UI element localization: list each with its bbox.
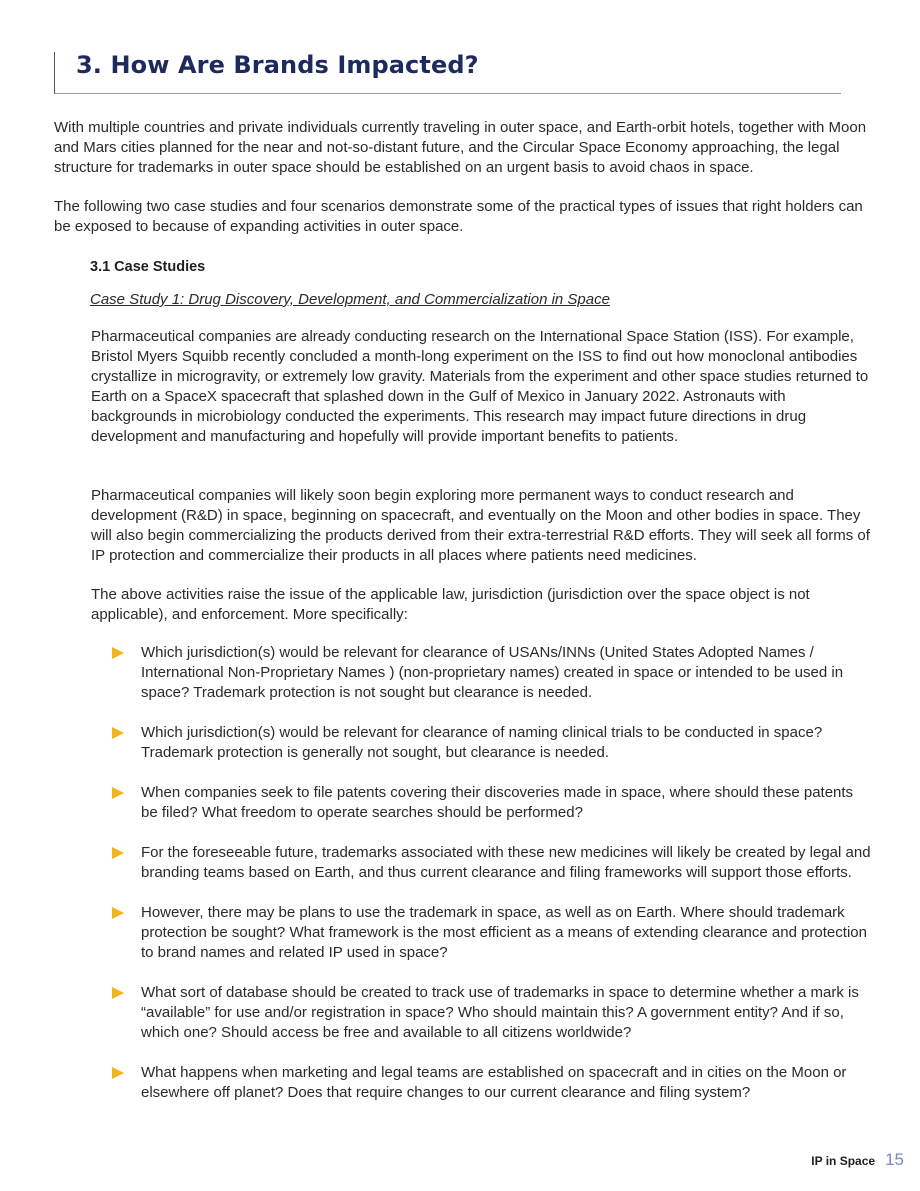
list-item-text: However, there may be plans to use the trademark in space, as well as on Earth. Where should trademark protection be sought? What framework is the most efficient as a means of extending clearance and protection to brand names and related IP used in space? [141,904,867,961]
body-paragraph-3: The above activities raise the issue of the applicable law, jurisdiction (jurisdiction over the space object is not applicable), and enforcement. More specifically: [91,586,810,623]
intro-paragraph-2: The following two case studies and four scenarios demonstrate some of the practical types of issues that right holders can be exposed to because of expanding activities in outer space. [54,198,863,235]
list-item-text: What happens when marketing and legal teams are established on spacecraft and in cities on the Moon or elsewhere off planet? Does that require changes to our current clearance and filing system? [141,1064,847,1101]
footer-label: IP in Space [811,1154,876,1168]
arrow-bullet-icon [112,987,124,999]
list-item [112,1063,872,1103]
arrow-bullet-icon [112,647,124,659]
page-number: 15 [885,1150,904,1169]
arrow-bullet-icon [112,907,124,919]
list-item [112,723,872,763]
arrow-bullet-icon [112,727,124,739]
arrow-bullet-icon [112,847,124,859]
page-footer [811,1150,904,1170]
body-paragraph-2: Pharmaceutical companies will likely soon begin exploring more permanent ways to conduct research and development (R&D) in space, beginning on spacecraft, and eventually on the Moon and other bodies in space. They will also begin commercializing the products derived from their extra-terrestrial R&D efforts. They will seek all forms of IP protection and commercialize their products in all places where patients need medicines. [91,487,870,564]
page-title: 3. How Are Brands Impacted? [76,51,479,79]
arrow-bullet-icon [112,1067,124,1079]
body-paragraph-1: Pharmaceutical companies are already conducting research on the International Space Station (ISS). For example, Bristol Myers Squibb recently concluded a month-long experiment on the ISS to find out how monoclonal antibodies crystallize in microgravity, or extremely low gravity. Materials from the experiment and other space studies returned to Earth on a SpaceX spacecraft that splashed down in the Gulf of Mexico in January 2022. Astronauts with backgrounds in microbiology conducted the experiments. This research may impact future directions in drug development and manufacturing and hopefully will provide important benefits to patients. [91,328,869,445]
list-item-text: Which jurisdiction(s) would be relevant for clearance of naming clinical trials to be conducted in space? Trademark protection is generally not sought, but clearance is needed. [141,724,823,761]
list-item [112,783,872,823]
list-item-text: For the foreseeable future, trademarks associated with these new medicines will likely be created by legal and branding teams based on Earth, and thus current clearance and filing frameworks will support those efforts. [141,844,871,881]
list-item [112,843,872,883]
section-heading-block [54,52,841,94]
list-item [112,643,872,703]
list-item [112,983,872,1043]
list-item-text: When companies seek to file patents covering their discoveries made in space, where should these patents be filed? What freedom to operate searches should be performed? [141,784,854,821]
list-item [112,903,872,963]
list-item-text: Which jurisdiction(s) would be relevant for clearance of USANs/INNs (United States Adopted Names / International Non-Proprietary Names ) (non-proprietary names) created in space or intended to be used in space? Trademark protection is not sought but clearance is needed. [141,644,844,701]
arrow-bullet-icon [112,787,124,799]
list-item-text: What sort of database should be created to track use of trademarks in space to determine whether a mark is “available” for use and/or registration in space? Who should maintain this? A government entity? And if so, which one? Should access be free and available to all citizens worldwide? [141,984,859,1041]
case-study-title: Case Study 1: Drug Discovery, Development, and Commercialization in Space [90,291,610,308]
subsection-heading: 3.1 Case Studies [90,259,206,275]
question-list [112,643,872,1123]
intro-paragraph-1: With multiple countries and private individuals currently traveling in outer space, and Earth-orbit hotels, together with Moon and Mars cities planned for the near and not-so-distant future, and the Circular Space Economy approaching, the legal structure for trademarks in outer space should be established on an urgent basis to avoid chaos in space. [54,119,867,176]
